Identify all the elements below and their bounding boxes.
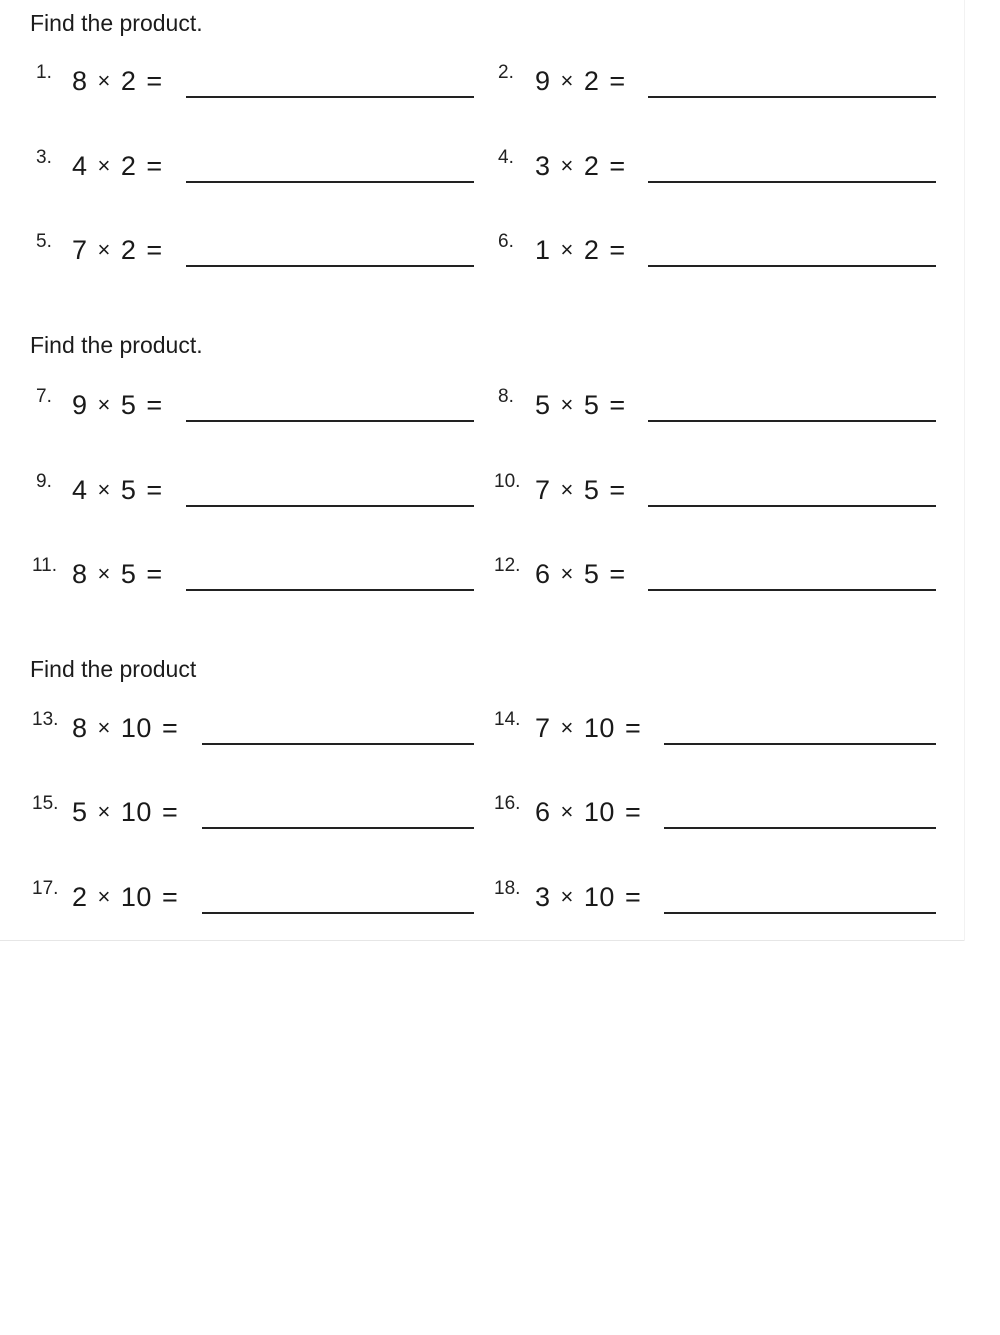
answer-input[interactable] bbox=[186, 505, 474, 507]
times-sign: × bbox=[97, 392, 111, 417]
factor-a: 7 bbox=[535, 713, 551, 743]
equals-sign: = bbox=[161, 713, 179, 743]
problem-expression bbox=[72, 713, 178, 744]
times-sign: × bbox=[97, 68, 111, 93]
factor-b: 10 bbox=[583, 713, 615, 743]
equals-sign: = bbox=[609, 235, 626, 265]
times-sign: × bbox=[560, 68, 574, 93]
factor-b: 10 bbox=[120, 882, 152, 912]
times-sign: × bbox=[97, 799, 111, 824]
problem-expression bbox=[72, 235, 163, 266]
times-sign: × bbox=[560, 477, 574, 502]
factor-a: 1 bbox=[535, 235, 551, 265]
section-heading: Find the product. bbox=[30, 332, 203, 358]
equals-sign: = bbox=[609, 559, 626, 589]
problem-number: 13. bbox=[32, 709, 59, 730]
factor-a: 7 bbox=[535, 475, 551, 505]
equals-sign: = bbox=[624, 713, 642, 743]
problem-expression bbox=[72, 66, 163, 97]
problem-number: 18. bbox=[494, 878, 521, 899]
factor-a: 8 bbox=[72, 559, 88, 589]
answer-input[interactable] bbox=[202, 827, 474, 829]
problem-expression bbox=[535, 882, 641, 913]
times-sign: × bbox=[97, 561, 111, 586]
times-sign: × bbox=[97, 153, 111, 178]
factor-a: 3 bbox=[535, 882, 551, 912]
factor-a: 5 bbox=[535, 390, 551, 420]
factor-a: 8 bbox=[72, 713, 88, 743]
equals-sign: = bbox=[609, 151, 626, 181]
factor-b: 2 bbox=[120, 235, 137, 265]
equals-sign: = bbox=[161, 797, 179, 827]
factor-b: 10 bbox=[583, 797, 615, 827]
problem-expression bbox=[72, 797, 178, 828]
equals-sign: = bbox=[146, 151, 163, 181]
equals-sign: = bbox=[609, 66, 626, 96]
factor-b: 2 bbox=[583, 235, 600, 265]
factor-a: 2 bbox=[72, 882, 88, 912]
equals-sign: = bbox=[146, 475, 163, 505]
times-sign: × bbox=[560, 799, 574, 824]
factor-b: 5 bbox=[583, 559, 600, 589]
times-sign: × bbox=[97, 715, 111, 740]
problem-expression bbox=[535, 235, 626, 266]
answer-input[interactable] bbox=[648, 420, 936, 422]
factor-a: 8 bbox=[72, 66, 88, 96]
empty-area bbox=[0, 941, 1000, 1335]
factor-b: 10 bbox=[120, 797, 152, 827]
problem-number: 17. bbox=[32, 878, 59, 899]
problem-number: 15. bbox=[32, 793, 59, 814]
answer-input[interactable] bbox=[648, 181, 936, 183]
times-sign: × bbox=[560, 561, 574, 586]
problem-expression bbox=[535, 797, 641, 828]
problem-number: 7. bbox=[36, 386, 52, 407]
problem-number: 2. bbox=[498, 62, 514, 83]
answer-input[interactable] bbox=[648, 505, 936, 507]
factor-b: 10 bbox=[120, 713, 152, 743]
equals-sign: = bbox=[146, 390, 163, 420]
answer-input[interactable] bbox=[186, 265, 474, 267]
problem-expression bbox=[535, 475, 626, 506]
problem-number: 12. bbox=[494, 555, 521, 576]
problem-number: 5. bbox=[36, 231, 52, 252]
equals-sign: = bbox=[161, 882, 179, 912]
problem-expression bbox=[535, 151, 626, 182]
problem-expression bbox=[535, 390, 626, 421]
times-sign: × bbox=[560, 153, 574, 178]
answer-input[interactable] bbox=[664, 912, 936, 914]
answer-input[interactable] bbox=[664, 743, 936, 745]
answer-input[interactable] bbox=[664, 827, 936, 829]
answer-input[interactable] bbox=[202, 743, 474, 745]
factor-a: 9 bbox=[72, 390, 88, 420]
problem-number: 8. bbox=[498, 386, 514, 407]
equals-sign: = bbox=[624, 882, 642, 912]
equals-sign: = bbox=[624, 797, 642, 827]
factor-b: 2 bbox=[583, 66, 600, 96]
times-sign: × bbox=[560, 237, 574, 262]
equals-sign: = bbox=[146, 559, 163, 589]
times-sign: × bbox=[97, 884, 111, 909]
answer-input[interactable] bbox=[186, 181, 474, 183]
problem-expression bbox=[72, 882, 178, 913]
factor-b: 5 bbox=[583, 390, 600, 420]
answer-input[interactable] bbox=[648, 96, 936, 98]
factor-b: 2 bbox=[583, 151, 600, 181]
factor-b: 10 bbox=[583, 882, 615, 912]
factor-b: 5 bbox=[120, 390, 137, 420]
answer-input[interactable] bbox=[186, 589, 474, 591]
factor-b: 5 bbox=[120, 475, 137, 505]
section-heading: Find the product bbox=[30, 656, 197, 682]
times-sign: × bbox=[97, 477, 111, 502]
problem-number: 1. bbox=[36, 62, 52, 83]
times-sign: × bbox=[560, 884, 574, 909]
problem-number: 16. bbox=[494, 793, 521, 814]
factor-b: 5 bbox=[583, 475, 600, 505]
problem-expression bbox=[535, 713, 641, 744]
problem-number: 4. bbox=[498, 147, 514, 168]
factor-b: 2 bbox=[120, 151, 137, 181]
factor-a: 5 bbox=[72, 797, 88, 827]
problem-number: 14. bbox=[494, 709, 521, 730]
factor-b: 5 bbox=[120, 559, 137, 589]
problem-expression bbox=[72, 559, 163, 590]
equals-sign: = bbox=[609, 390, 626, 420]
factor-a: 9 bbox=[535, 66, 551, 96]
answer-input[interactable] bbox=[648, 265, 936, 267]
equals-sign: = bbox=[146, 235, 163, 265]
problem-expression bbox=[72, 390, 163, 421]
times-sign: × bbox=[560, 392, 574, 417]
answer-input[interactable] bbox=[186, 96, 474, 98]
problem-expression bbox=[535, 559, 626, 590]
problem-expression bbox=[72, 475, 163, 506]
problem-number: 11. bbox=[32, 555, 58, 576]
equals-sign: = bbox=[146, 66, 163, 96]
problem-number: 9. bbox=[36, 471, 52, 492]
factor-a: 4 bbox=[72, 151, 88, 181]
factor-a: 6 bbox=[535, 559, 551, 589]
problem-expression bbox=[72, 151, 163, 182]
factor-a: 7 bbox=[72, 235, 88, 265]
factor-b: 2 bbox=[120, 66, 137, 96]
answer-input[interactable] bbox=[648, 589, 936, 591]
problem-number: 3. bbox=[36, 147, 52, 168]
factor-a: 3 bbox=[535, 151, 551, 181]
problem-number: 6. bbox=[498, 231, 514, 252]
times-sign: × bbox=[560, 715, 574, 740]
equals-sign: = bbox=[609, 475, 626, 505]
factor-a: 6 bbox=[535, 797, 551, 827]
section-heading: Find the product. bbox=[30, 10, 203, 36]
problem-expression bbox=[535, 66, 626, 97]
problem-number: 10. bbox=[494, 471, 521, 492]
factor-a: 4 bbox=[72, 475, 88, 505]
answer-input[interactable] bbox=[202, 912, 474, 914]
times-sign: × bbox=[97, 237, 111, 262]
answer-input[interactable] bbox=[186, 420, 474, 422]
